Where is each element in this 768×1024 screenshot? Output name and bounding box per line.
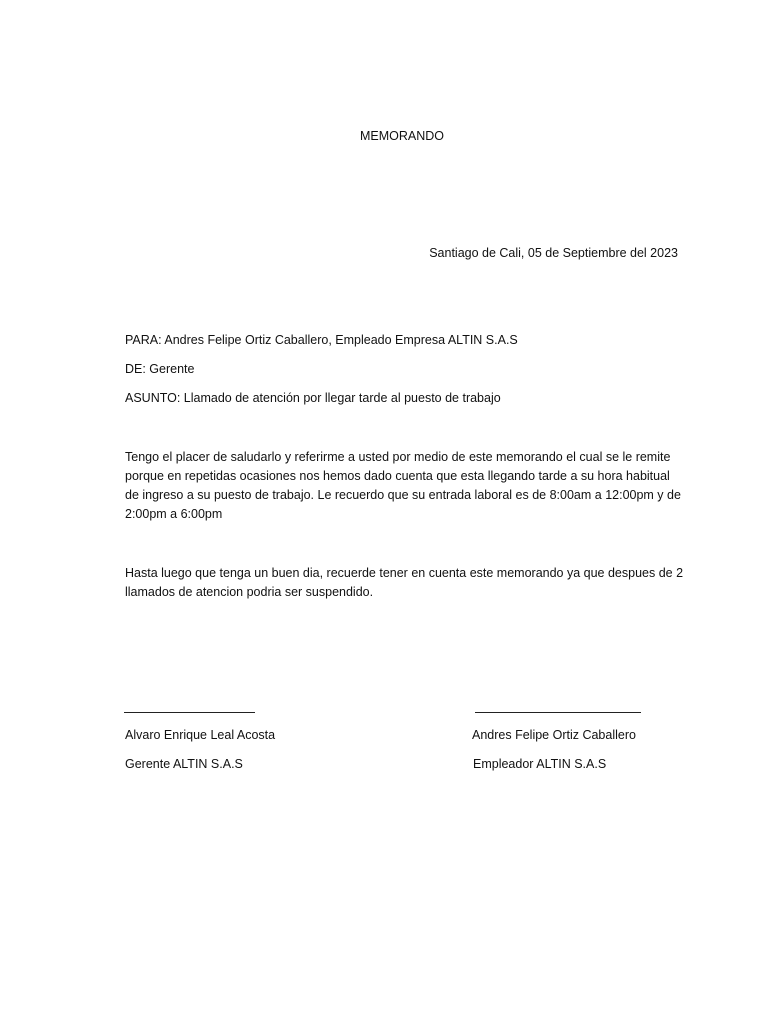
- signature-line-left: [124, 712, 255, 713]
- signer-right-name: Andres Felipe Ortiz Caballero: [472, 728, 636, 742]
- memo-title: MEMORANDO: [359, 129, 445, 143]
- body-paragraph-2: Hasta luego que tenga un buen dia, recuerde tener en cuenta este memorando ya que despues de 2 llamados de atencion podria ser suspendido.: [125, 566, 684, 599]
- signer-right-role: Empleador ALTIN S.A.S: [473, 757, 607, 771]
- recipient-line: PARA: Andres Felipe Ortiz Caballero, Empleado Empresa ALTIN S.A.S: [125, 333, 518, 347]
- signature-line-right: [475, 712, 641, 713]
- body-paragraph-1: Tengo el placer de saludarlo y referirme a usted por medio de este memorando el cual se le remite porque en repetidas ocasiones nos hemos dado cuenta que esta llegando tarde a su hora habitual de ingreso a su puesto de trabajo. Le recuerdo que su entrada laboral es de 8:00am a 12:00pm y de 2:00pm a 6:00pm: [125, 450, 681, 521]
- signer-left-name: Alvaro Enrique Leal Acosta: [125, 728, 276, 742]
- sender-line: DE: Gerente: [125, 362, 195, 376]
- date-line: Santiago de Cali, 05 de Septiembre del 2023: [429, 246, 678, 260]
- signer-left-role: Gerente ALTIN S.A.S: [125, 757, 243, 771]
- subject-line: ASUNTO: Llamado de atención por llegar tarde al puesto de trabajo: [125, 391, 501, 405]
